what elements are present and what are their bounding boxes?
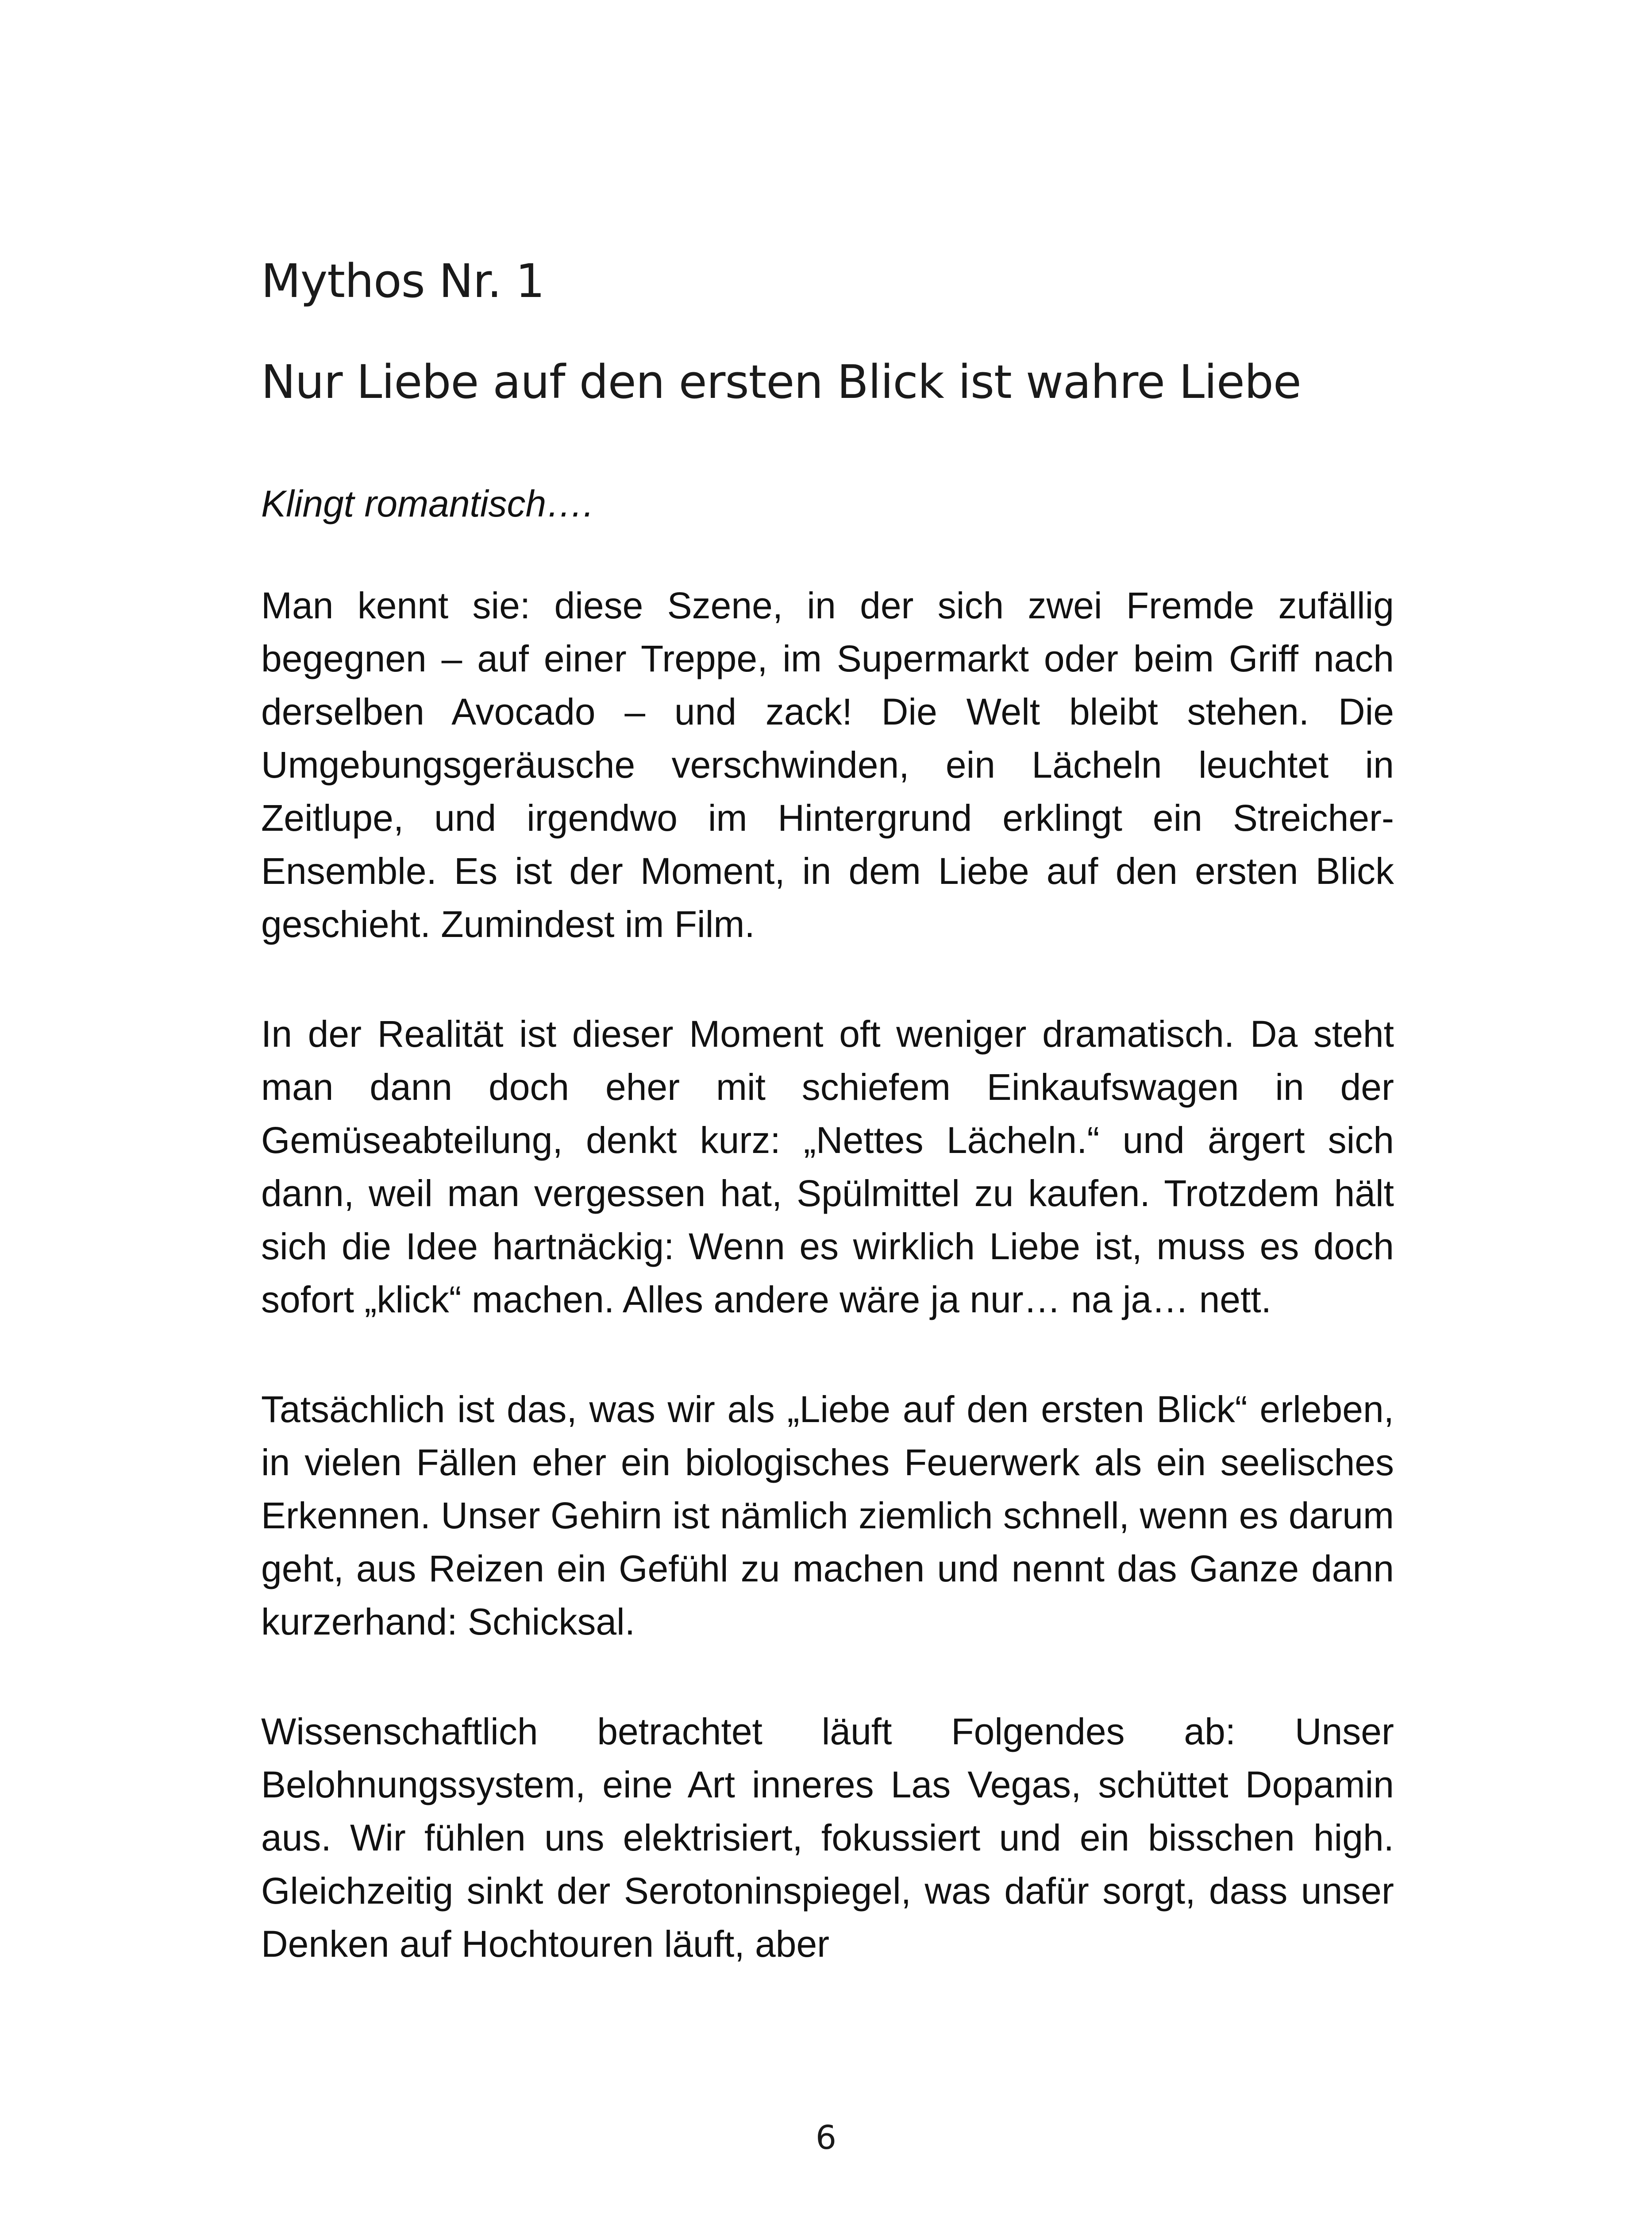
paragraph: Tatsächlich ist das, was wir als „Liebe auf den ersten Blick“ erleben, in vielen Fällen eher ein biologisches Feuerwerk als ein seelisches Erkennen. Unser Gehirn ist nämlich ziemlich schnell, wenn es darum geht, aus Reizen ein Gefühl zu machen und nennt das Ganze dann kurzerhand: Schicksal. — [261, 1388, 1394, 1642]
paragraph: Wissenschaftlich betrachtet läuft Folgendes ab: Unser Belohnungssystem, eine Art inneres Las Vegas, schüttet Dopamin aus. Wir fühlen uns elektrisiert, fokussiert und ein bisschen high. Gleichzeitig sinkt der Serotoninspiegel, was dafür sorgt, dass unser Denken auf Hochtouren läuft, aber — [261, 1711, 1394, 1965]
paragraph: Man kennt sie: diese Szene, in der sich zwei Fremde zufällig begegnen – auf einer Treppe, im Supermarkt oder beim Griff nach derselben Avocado – und zack! Die Welt bleibt stehen. Die Umgebungsgeräusche verschwinden, ein Lächeln leuchtet in Zeitlupe, und irgendwo im Hintergrund erklingt ein Streicher-Ensemble. Es ist der Moment, in dem Liebe auf den ersten Blick geschieht. Zumindest im Film. — [261, 585, 1394, 945]
chapter-lead: Klingt romantisch…. — [261, 483, 594, 524]
page-number: 6 — [815, 2119, 837, 2157]
chapter-title: Nur Liebe auf den ersten Blick ist wahre Liebe — [261, 355, 1301, 409]
paragraph: In der Realität ist dieser Moment oft weniger dramatisch. Da steht man dann doch eher mit schiefem Einkaufswagen in der Gemüseabteilung, denkt kurz: „Nettes Lächeln.“ und ärgert sich dann, weil man vergessen hat, Spülmittel zu kaufen. Trotzdem hält sich die Idee hartnäckig: Wenn es wirklich Liebe ist, muss es doch sofort „klick“ machen. Alles andere wäre ja nur… na ja… nett. — [261, 1013, 1394, 1320]
chapter-label: Mythos Nr. 1 — [261, 254, 545, 308]
page-content — [261, 248, 1394, 1970]
